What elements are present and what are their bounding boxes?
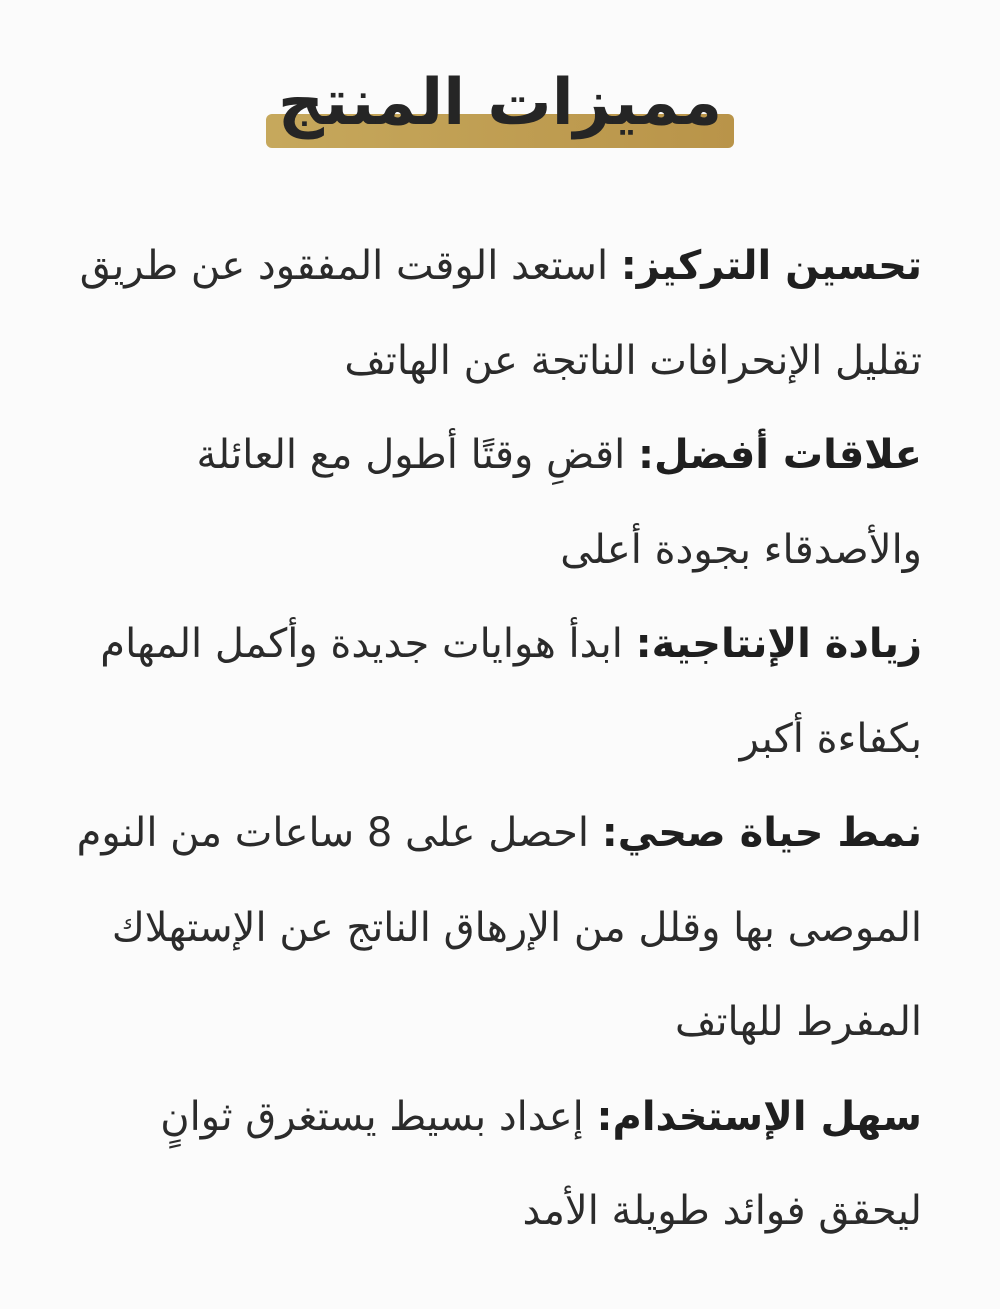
feature-description: احصل على 8 ساعات من النوم الموصى بها وقلل من الإرهاق الناتج عن الإستهلاك المفرط للهاتف <box>76 810 922 1045</box>
feature-label: تحسين التركيز: <box>620 243 922 289</box>
title-box <box>266 56 734 150</box>
feature-list <box>74 219 922 1259</box>
feature-item-relationships <box>74 408 922 597</box>
feature-item-ease-of-use <box>74 1070 922 1259</box>
feature-label: علاقات أفضل: <box>637 432 922 478</box>
title-section <box>0 56 1000 150</box>
feature-description: ابدأ هوايات جديدة وأكمل المهام بكفاءة أكبر <box>100 621 922 762</box>
feature-description: اقضِ وقتًا أطول مع العائلة والأصدقاء بجودة أعلى <box>196 432 922 573</box>
feature-description: استعد الوقت المفقود عن طريق تقليل الإنحرافات الناتجة عن الهاتف <box>79 243 922 384</box>
feature-item-focus <box>74 219 922 408</box>
feature-label: سهل الإستخدام: <box>596 1093 922 1140</box>
page-title: مميزات المنتج <box>277 66 723 140</box>
feature-label: زيادة الإنتاجية: <box>635 621 922 667</box>
feature-description: إعداد بسيط يستغرق ثوانٍ ليحقق فوائد طويلة الأمد <box>160 1093 922 1234</box>
feature-item-productivity <box>74 597 922 786</box>
feature-item-healthy-lifestyle <box>74 786 922 1070</box>
feature-label: نمط حياة صحي: <box>601 810 922 856</box>
